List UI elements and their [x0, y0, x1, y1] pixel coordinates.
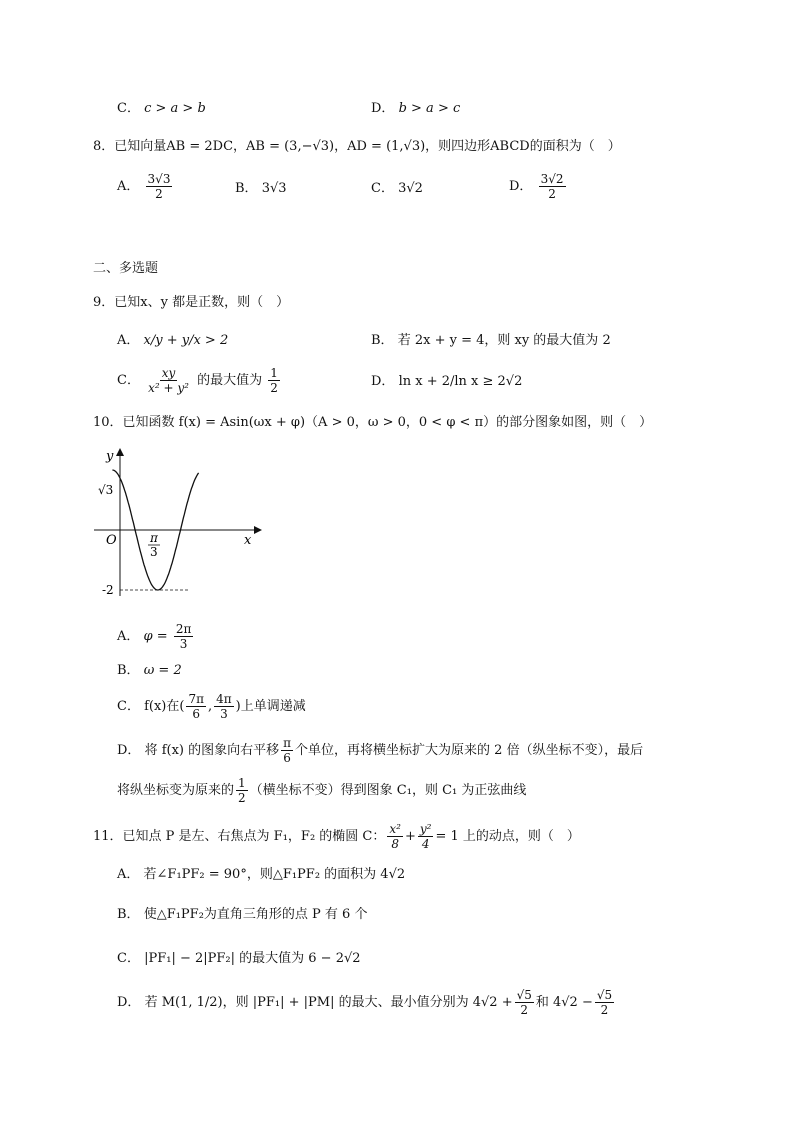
fraction — [146, 172, 173, 201]
numerator: y² — [419, 822, 432, 836]
option-text: f(x)在( — [144, 699, 185, 714]
fraction — [236, 776, 248, 805]
option-label: D． — [509, 179, 533, 194]
numerator: x² — [389, 822, 401, 836]
denominator: 8 — [391, 837, 399, 851]
numerator: 1 — [238, 776, 246, 790]
option-text: 若 2x + y = 4，则 xy 的最大值为 2 — [397, 333, 611, 348]
option-text: |PF₁| − 2|PF₂| 的最大值为 6 − 2√2 — [144, 951, 361, 966]
fraction — [281, 736, 293, 765]
x-tick-den: 3 — [150, 545, 158, 559]
numerator: 3√2 — [540, 172, 564, 186]
numerator: √5 — [516, 988, 532, 1002]
numerator: 2π — [175, 622, 192, 636]
denominator: 6 — [192, 707, 201, 721]
fraction — [515, 988, 534, 1017]
numerator: 1 — [270, 366, 278, 380]
option-label: C． — [117, 373, 140, 388]
option-label: B． — [117, 907, 140, 922]
option-text: 3√2 — [398, 181, 423, 196]
q10-option-b — [117, 662, 182, 680]
option-label: C． — [117, 101, 140, 116]
option-text: （横坐标不变）得到图象 C₁，则 C₁ 为正弦曲线 — [249, 783, 527, 798]
q9-option-b — [371, 332, 611, 350]
plus-sign: + — [404, 829, 416, 844]
denominator: 2 — [600, 1003, 609, 1017]
q11-option-c — [117, 950, 361, 968]
q7-option-c — [117, 100, 206, 118]
q8-option-c — [371, 180, 423, 198]
fraction — [146, 366, 191, 395]
fraction — [595, 988, 614, 1017]
y-axis-label: y — [106, 449, 114, 464]
denominator: 3 — [220, 707, 228, 721]
fraction — [186, 692, 206, 721]
q7-option-d — [371, 100, 460, 118]
x-tick-num: π — [150, 531, 158, 545]
option-text: x/y + y/x > 2 — [143, 333, 229, 348]
denominator: x² + y² — [148, 381, 189, 395]
option-label: D． — [371, 374, 395, 389]
option-label: A． — [117, 179, 140, 194]
option-text: 的最大值为 — [197, 373, 263, 388]
option-text: c > a > b — [144, 101, 206, 116]
option-label: A． — [117, 867, 140, 882]
option-text: ln x + 2/ln x ≥ 2√2 — [398, 374, 523, 389]
fraction — [539, 172, 566, 201]
q8-option-b — [235, 180, 287, 198]
q10-stem: 10．已知函数 f(x) = Asin(ωx + φ)（A > 0，ω > 0，0 < φ < π）的部分图象如图，则（ ） — [93, 415, 653, 430]
q8-stem: 8．已知向量AB = 2DC，AB = (3,−√3)，AD = (1,√3)，则四边形ABCD的面积为（ ） — [93, 139, 621, 154]
q11-option-d — [117, 988, 616, 1017]
option-label: C． — [117, 951, 140, 966]
q9-option-c — [117, 366, 282, 395]
denominator: 6 — [283, 751, 291, 765]
q9-stem: 9．已知x、y 都是正数，则（ ） — [93, 295, 290, 310]
stem-text: = 1 上的动点，则（ ） — [435, 829, 580, 844]
denominator: 2 — [548, 187, 556, 201]
option-label: C． — [117, 699, 140, 714]
option-text: ω = 2 — [143, 663, 182, 678]
option-text: 使△F₁PF₂为直角三角形的点 P 有 6 个 — [143, 907, 368, 922]
option-text: 将纵坐标变为原来的 — [117, 783, 235, 798]
option-text: 若 M(1, 1/2)，则 |PF₁| + |PM| 的最大、最小值分别为 4√2 + — [144, 995, 513, 1010]
numerator: 4π — [216, 692, 232, 706]
denominator: 2 — [270, 381, 278, 395]
q10-option-d-line2 — [117, 776, 526, 805]
q11-option-b — [117, 906, 367, 924]
numerator: π — [283, 736, 292, 750]
option-text: φ = — [143, 629, 168, 644]
q9-option-d — [371, 373, 522, 391]
q11-stem — [93, 822, 580, 851]
q8-option-a — [117, 172, 174, 201]
option-label: D． — [371, 101, 395, 116]
option-text: 个单位，再将横坐标扩大为原来的 2 倍（纵坐标不变），最后 — [295, 743, 644, 758]
numerator: 3√3 — [147, 172, 171, 186]
option-label: B． — [235, 181, 258, 196]
fraction — [214, 692, 234, 721]
numerator: 7π — [188, 692, 204, 706]
y-tick-top: √3 — [98, 483, 114, 497]
q8-option-d — [509, 172, 568, 201]
option-text: )上单调递减 — [235, 699, 306, 714]
q9-option-a — [117, 332, 228, 350]
denominator: 2 — [155, 187, 163, 201]
numerator: √5 — [596, 988, 613, 1002]
option-text: 若∠F₁PF₂ = 90°，则△F₁PF₂ 的面积为 4√2 — [143, 867, 406, 882]
q10-option-a — [117, 622, 195, 651]
option-text: 和 4√2 − — [535, 995, 593, 1010]
denominator: 3 — [179, 637, 188, 651]
fraction — [174, 622, 194, 651]
fraction — [418, 822, 434, 851]
option-text: b > a > c — [398, 101, 461, 116]
q10-option-d-line1 — [117, 736, 643, 765]
denominator: 2 — [520, 1003, 529, 1017]
origin-label: O — [106, 533, 117, 548]
option-label: D． — [117, 995, 141, 1010]
option-label: A． — [117, 333, 140, 348]
option-text: 将 f(x) 的图象向右平移 — [144, 743, 280, 758]
y-tick-bottom: -2 — [102, 583, 114, 597]
option-label: D． — [117, 743, 141, 758]
q10-option-c: C． f(x)在( $\frac{7\pi}{6}$ , $\frac{4\pi}{3}$ )上单调递减 — [117, 692, 306, 721]
option-label: B． — [117, 663, 140, 678]
sine-graph — [88, 444, 268, 604]
option-label: A． — [117, 629, 140, 644]
x-axis-label: x — [244, 533, 252, 548]
stem-text: 11．已知点 P 是左、右焦点为 F₁，F₂ 的椭圆 C： — [93, 829, 386, 844]
denominator: 2 — [238, 791, 246, 805]
option-text: 3√3 — [261, 181, 287, 196]
option-label: C． — [371, 181, 394, 196]
denominator: 4 — [421, 837, 430, 851]
fraction — [268, 366, 280, 395]
section-title: 二、多选题 — [93, 261, 159, 276]
q11-option-a — [117, 866, 405, 884]
fraction — [387, 822, 403, 851]
numerator: xy — [161, 366, 176, 380]
option-label: B． — [371, 333, 394, 348]
